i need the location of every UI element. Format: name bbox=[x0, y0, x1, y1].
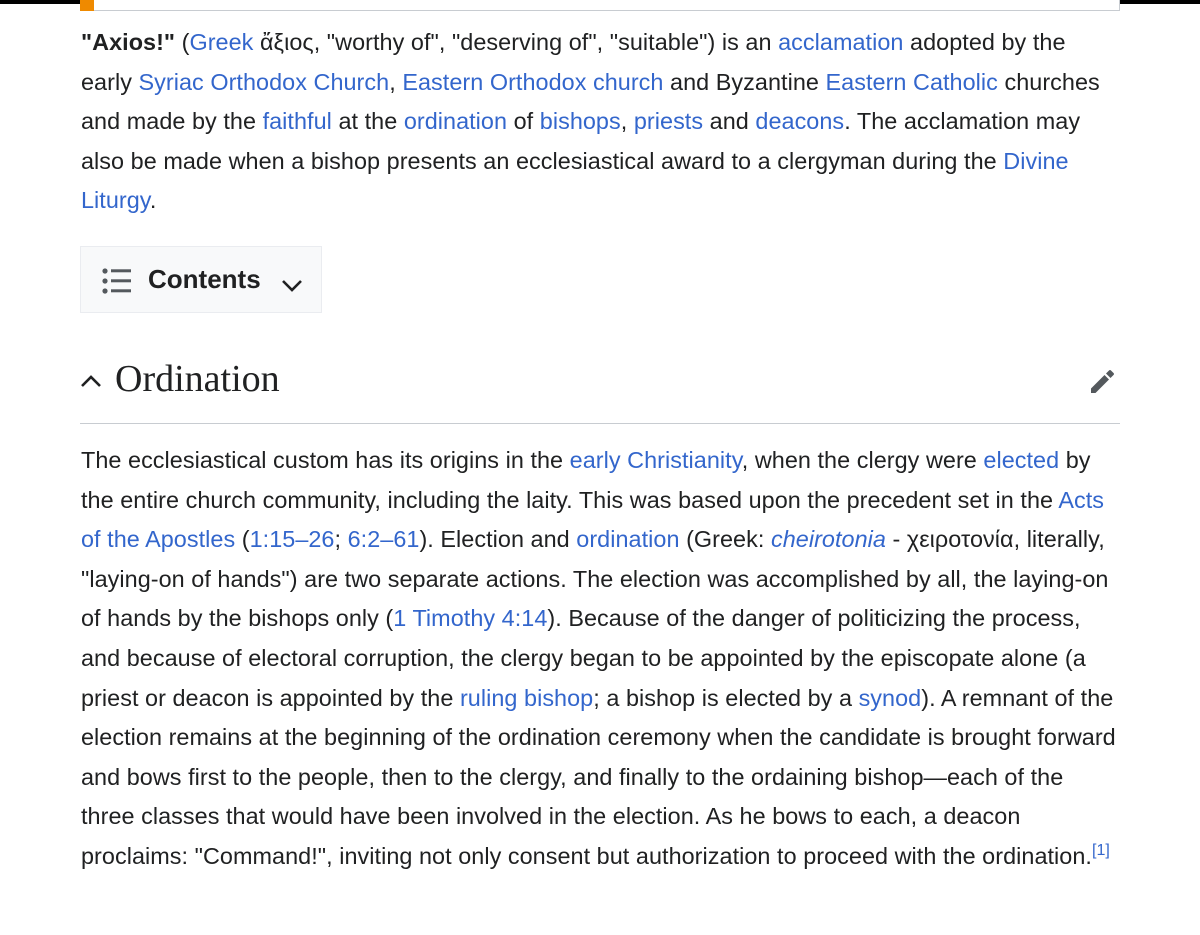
contents-label: Contents bbox=[148, 264, 261, 294]
text-fragment: ). Because of the danger of politicizing the process, and because of electoral corruption, the clergy began to be appointed by the episcopate alone (a priest or deacon is appointed by the bbox=[81, 605, 1086, 711]
list-icon bbox=[102, 268, 132, 294]
ordination-paragraph bbox=[81, 441, 1121, 877]
section-title: Ordination bbox=[115, 358, 280, 400]
link-acts-6-2[interactable]: 6:2–61 bbox=[347, 526, 420, 553]
link-divine-liturgy[interactable]: Divine Liturgy bbox=[81, 147, 1069, 214]
text-fragment: . The acclamation may also be made when a bishop presents an ecclesiastical award to a clergyman during the bbox=[81, 108, 1081, 174]
link-greek[interactable]: Greek bbox=[189, 29, 254, 55]
link-elected[interactable]: elected bbox=[983, 447, 1060, 473]
text-fragment: at the bbox=[331, 108, 404, 135]
text-fragment: The ecclesiastical custom has its origins in the bbox=[81, 447, 570, 473]
text-fragment: ἄξιος, "worthy of", "deserving of", "suitable") is an bbox=[253, 29, 779, 55]
text-fragment: ( bbox=[175, 29, 190, 55]
link-synod[interactable]: synod bbox=[858, 684, 922, 711]
text-fragment: (Greek: bbox=[679, 526, 771, 553]
link-acts-of-the-apostles[interactable]: Acts of the Apostles bbox=[81, 486, 1105, 553]
link-ordination-2[interactable]: ordination bbox=[576, 526, 680, 553]
box-accent bbox=[80, 0, 94, 11]
contents-toggle-button[interactable] bbox=[80, 246, 322, 313]
link-ordination[interactable]: ordination bbox=[403, 108, 508, 135]
text-fragment: ; a bishop is elected by a bbox=[593, 684, 859, 711]
intro-paragraph bbox=[81, 23, 1121, 221]
chevron-down-icon bbox=[280, 276, 304, 294]
link-early-christianity[interactable]: early Christianity bbox=[569, 447, 742, 473]
text-fragment: . bbox=[149, 187, 157, 214]
text-fragment: - χειροτονία, literally, "laying-on of hands") are two separate actions. The election was accomplished by all, the laying-on of hands by the bishops only ( bbox=[81, 526, 1109, 632]
link-1-timothy[interactable]: 1 Timothy 4:14 bbox=[393, 605, 548, 632]
link-deacons[interactable]: deacons bbox=[755, 108, 845, 135]
pencil-icon[interactable] bbox=[1088, 366, 1118, 396]
link-eastern-orthodox-church[interactable]: Eastern Orthodox church bbox=[402, 68, 664, 95]
text-fragment: and Byzantine bbox=[663, 68, 826, 95]
reference-superscript bbox=[1092, 842, 1110, 859]
link-cheirotonia[interactable]: cheirotonia bbox=[770, 526, 886, 553]
text-fragment: churches and made by the bbox=[81, 68, 1100, 135]
term-axios: "Axios!" bbox=[81, 29, 176, 55]
link-eastern-catholic[interactable]: Eastern Catholic bbox=[825, 68, 998, 95]
section-heading-ordination bbox=[80, 350, 1120, 424]
text-fragment: by the entire church community, including the laity. This was based upon the precedent set in the bbox=[81, 447, 1091, 513]
link-priests[interactable]: priests bbox=[633, 108, 704, 135]
text-fragment: , bbox=[389, 68, 403, 95]
text-fragment: adopted by the early bbox=[81, 29, 1066, 95]
link-bishops[interactable]: bishops bbox=[539, 108, 621, 135]
chevron-up-icon[interactable] bbox=[80, 372, 102, 390]
previous-box-remnant bbox=[80, 0, 1120, 11]
text-fragment: , when the clergy were bbox=[741, 447, 984, 473]
text-fragment: and bbox=[703, 108, 756, 135]
text-fragment: of bbox=[507, 108, 540, 135]
text-fragment: , bbox=[620, 108, 634, 135]
link-acclamation[interactable]: acclamation bbox=[778, 29, 904, 55]
link-acts-1-15[interactable]: 1:15–26 bbox=[249, 526, 335, 553]
text-fragment: ). Election and bbox=[419, 526, 577, 553]
link-reference-1[interactable]: [1] bbox=[1091, 842, 1110, 860]
text-fragment: ; bbox=[334, 526, 348, 553]
link-ruling-bishop[interactable]: ruling bishop bbox=[459, 684, 594, 711]
link-faithful[interactable]: faithful bbox=[262, 108, 332, 135]
text-fragment: ). A remnant of the election remains at the beginning of the ordination ceremony when the candidate is brought forward and bows first to the people, then to the clergy, and finally to the ordaining bishop—each of the three classes that would have been involved in the election. As he bows to each, a deacon proclaims: "Command!", inviting not only consent but authorization to proceed with the ordination. bbox=[81, 684, 1116, 869]
link-syriac-orthodox-church[interactable]: Syriac Orthodox Church bbox=[138, 68, 390, 95]
text-fragment: ( bbox=[235, 526, 250, 553]
